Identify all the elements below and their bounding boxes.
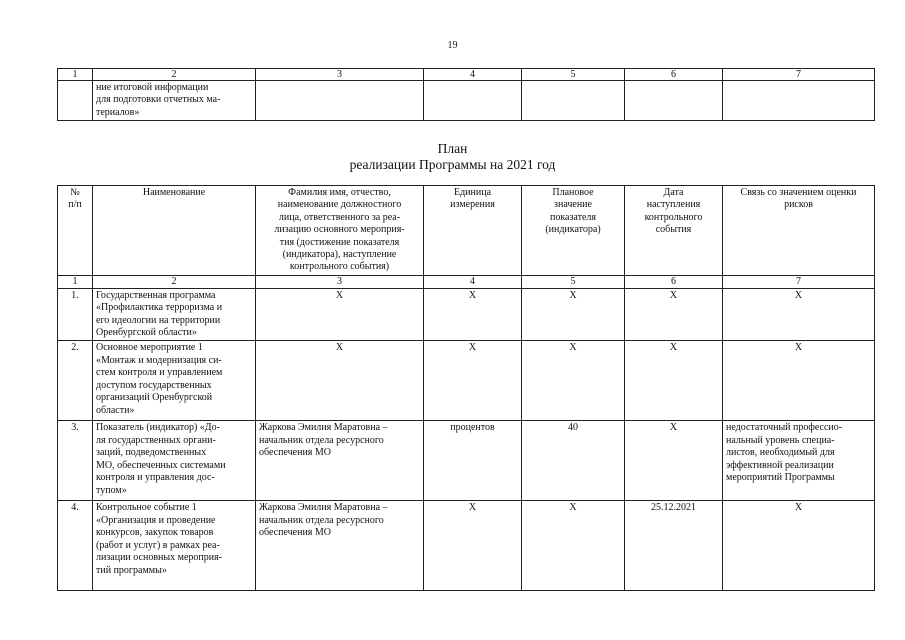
- text-line: доступом государственных: [96, 379, 212, 391]
- cell: [58, 81, 93, 121]
- text-line: лица, ответственного за реа-: [278, 211, 401, 223]
- row-unit: процентов: [424, 421, 522, 501]
- text-line: тий программы»: [96, 564, 167, 576]
- header-name: [93, 186, 256, 276]
- text-line: Фамилия имя, отчество,: [288, 187, 391, 198]
- col-number: 5: [522, 69, 625, 81]
- header-row: [58, 186, 875, 276]
- text-line: Показатель (индикатор) «До-: [96, 422, 220, 434]
- text-line: листов, необходимый для: [726, 447, 835, 459]
- table-row: [58, 501, 875, 591]
- text-line: п/п: [68, 199, 82, 211]
- row-name: [93, 501, 256, 591]
- column-number-row: [58, 69, 875, 81]
- row-risk: [723, 421, 875, 501]
- row-date: X: [625, 341, 723, 421]
- row-risk: [723, 341, 875, 421]
- row-unit: X: [424, 341, 522, 421]
- plan-table: [57, 185, 875, 591]
- row-number: 1.: [58, 288, 93, 341]
- row-plan-value: X: [522, 288, 625, 341]
- row-plan-value: X: [522, 341, 625, 421]
- continuation-table: [57, 68, 875, 121]
- row-number: 4.: [58, 501, 93, 591]
- row-number: 3.: [58, 421, 93, 501]
- text-line: X: [335, 342, 344, 354]
- header-unit: [424, 186, 522, 276]
- row-risk: [723, 501, 875, 591]
- table-row: [58, 341, 875, 421]
- text-line: териалов»: [96, 106, 140, 118]
- text-line: недостаточный профессио-: [726, 422, 843, 434]
- row-name: [93, 288, 256, 341]
- text-line: начальник отдела ресурсного: [259, 434, 384, 446]
- col-number: 6: [625, 275, 723, 288]
- text-line: показателя: [549, 211, 597, 223]
- text-line: начальник отдела ресурсного: [259, 514, 384, 526]
- text-line: (индикатора): [545, 224, 601, 236]
- row-name: [93, 421, 256, 501]
- text-line: X: [335, 289, 344, 301]
- text-line: нальный уровень специа-: [726, 434, 835, 446]
- table-row: [58, 81, 875, 121]
- header-risk: [723, 186, 875, 276]
- text-line: X: [794, 502, 803, 514]
- text-line: контроля и управления дос-: [96, 472, 215, 484]
- text-line: его идеологии на территории: [96, 314, 221, 326]
- text-line: Контрольное событие 1: [96, 502, 197, 514]
- row-unit: X: [424, 501, 522, 591]
- row-date: 25.12.2021: [625, 501, 723, 591]
- col-number: 1: [58, 69, 93, 81]
- row-risk: [723, 288, 875, 341]
- plan-subtitle: реализации Программы на 2021 год: [349, 157, 556, 172]
- text-line: мероприятий Программы: [726, 472, 835, 484]
- row-name: [93, 341, 256, 421]
- text-line: №: [70, 187, 80, 198]
- text-line: Жаркова Эмилия Маратовна –: [259, 422, 388, 434]
- text-line: эффективной реализации: [726, 459, 834, 471]
- text-line: рисков: [784, 199, 813, 211]
- row-plan-value: X: [522, 501, 625, 591]
- cell: [424, 81, 522, 121]
- text-line: контрольного: [644, 211, 703, 223]
- text-line: Основное мероприятие 1: [96, 342, 203, 354]
- text-line: Единица: [453, 187, 492, 198]
- text-line: значение: [554, 199, 592, 211]
- col-number: 2: [93, 69, 256, 81]
- col-number: 3: [256, 69, 424, 81]
- text-line: (индикатора), наступление: [282, 249, 397, 261]
- text-line: обеспечения МО: [259, 527, 332, 539]
- row-unit: X: [424, 288, 522, 341]
- cell: [723, 81, 875, 121]
- text-line: заций, подведомственных: [96, 447, 207, 459]
- text-line: «Организация и проведение: [96, 514, 216, 526]
- text-line: лизацию основного мероприя-: [274, 224, 405, 236]
- text-line: Жаркова Эмилия Маратовна –: [259, 502, 388, 514]
- text-line: события: [655, 224, 692, 236]
- row-responsible: [256, 341, 424, 421]
- cell: [522, 81, 625, 121]
- row-plan-value: 40: [522, 421, 625, 501]
- col-number: 6: [625, 69, 723, 81]
- text-line: контрольного события): [289, 261, 390, 273]
- cell-name: [93, 81, 256, 121]
- text-line: (работ и услуг) в рамках реа-: [96, 539, 220, 551]
- header-date: [625, 186, 723, 276]
- cell: [256, 81, 424, 121]
- header-number: [58, 186, 93, 276]
- text-line: МО, обеспеченных системами: [96, 459, 226, 471]
- text-line: наступления: [646, 199, 701, 211]
- text-line: X: [794, 289, 803, 301]
- text-line: стем контроля и управлением: [96, 367, 223, 379]
- header-plan-value: [522, 186, 625, 276]
- row-responsible: [256, 421, 424, 501]
- col-number: 1: [58, 275, 93, 288]
- header-responsible: [256, 186, 424, 276]
- col-number: 5: [522, 275, 625, 288]
- text-line: конкурсов, закупок товаров: [96, 527, 214, 539]
- row-number: 2.: [58, 341, 93, 421]
- column-number-row: [58, 275, 875, 288]
- text-line: для подготовки отчетных ма-: [96, 94, 221, 106]
- cell: [625, 81, 723, 121]
- table-row: [58, 288, 875, 341]
- col-number: 4: [424, 69, 522, 81]
- text-line: Оренбургской области»: [96, 327, 197, 339]
- text-line: Государственная программа: [96, 289, 216, 301]
- col-number: 2: [93, 275, 256, 288]
- row-date: X: [625, 421, 723, 501]
- text-line: ля государственных органи-: [96, 434, 216, 446]
- text-line: X: [794, 342, 803, 354]
- text-line: Связь со значением оценки: [740, 187, 857, 198]
- text-line: лизации основных мероприя-: [96, 552, 223, 564]
- text-line: «Профилактика терроризма и: [96, 302, 223, 314]
- text-line: наименование должностного: [277, 199, 402, 211]
- text-line: области»: [96, 404, 135, 416]
- table-row: [58, 421, 875, 501]
- col-number: 4: [424, 275, 522, 288]
- row-responsible: [256, 501, 424, 591]
- text-line: измерения: [450, 199, 495, 211]
- text-line: Плановое: [552, 187, 594, 198]
- text-line: обеспечения МО: [259, 447, 332, 459]
- page-number: 19: [447, 40, 458, 51]
- text-line: организаций Оренбургской: [96, 392, 213, 404]
- text-line: «Монтаж и модернизация си-: [96, 354, 222, 366]
- col-number: 7: [723, 275, 875, 288]
- text-line: ние итоговой информации: [96, 82, 209, 93]
- row-responsible: [256, 288, 424, 341]
- row-date: X: [625, 288, 723, 341]
- col-number: 3: [256, 275, 424, 288]
- plan-title: План: [437, 141, 468, 156]
- text-line: Дата: [663, 187, 684, 198]
- text-line: тупом»: [96, 484, 127, 496]
- text-line: тия (достижение показателя: [279, 236, 400, 248]
- text-line: Наименование: [142, 187, 206, 198]
- col-number: 7: [723, 69, 875, 81]
